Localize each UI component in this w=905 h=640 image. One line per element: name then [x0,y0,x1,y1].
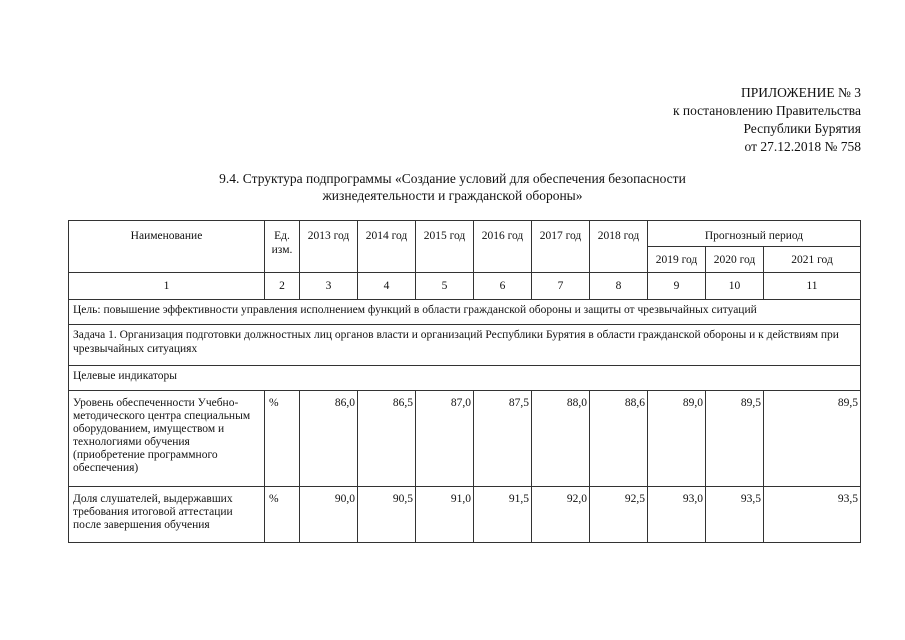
appendix-resolution: к постановлению Правительства [672,103,861,118]
indicator-value: 89,5 [706,391,764,487]
indicator-value: 92,5 [590,487,648,543]
column-number-row [69,273,861,300]
indicator-value: 92,0 [532,487,590,543]
indicators-label: Целевые индикаторы [69,366,861,391]
header-year-2016: 2016 год [474,221,532,273]
indicator-value: 88,0 [532,391,590,487]
indicator-name: Доля слушателей, выдержавших требования итоговой аттестации после завершения обучения [69,487,265,543]
header-unit: Ед. изм. [265,221,300,273]
appendix-number: ПРИЛОЖЕНИЕ № 3 [740,85,861,100]
appendix-date: от 27.12.2018 № 758 [744,139,861,154]
indicator-value: 93,5 [764,487,861,543]
indicator-value: 86,5 [358,391,416,487]
indicator-unit: % [265,487,300,543]
header-year-2014: 2014 год [358,221,416,273]
column-number: 3 [300,273,358,300]
goal-row [69,300,861,325]
document-title [0,170,905,204]
goal-text: Цель: повышение эффективности управления исполнением функций в области гражданской обороны и защиты от чрезвычайных ситуаций [69,300,861,325]
appendix-republic: Республики Бурятия [743,121,861,136]
table-row [69,487,861,543]
column-number: 7 [532,273,590,300]
indicator-value: 90,0 [300,487,358,543]
header-name: Наименование [69,221,265,273]
column-number: 5 [416,273,474,300]
indicator-unit: % [265,391,300,487]
indicator-value: 87,0 [416,391,474,487]
indicator-value: 88,6 [590,391,648,487]
indicator-value: 89,5 [764,391,861,487]
header-year-2019: 2019 год [648,247,706,273]
column-number: 9 [648,273,706,300]
indicator-value: 91,0 [416,487,474,543]
indicator-value: 91,5 [474,487,532,543]
column-number: 2 [265,273,300,300]
header-year-2015: 2015 год [416,221,474,273]
task-text: Задача 1. Организация подготовки должностных лиц органов власти и организаций Республики Бурятия в области гражданской обороны и к действиям при чрезвычайных ситуациях [69,325,861,366]
title-line-1: 9.4. Структура подпрограммы «Создание условий для обеспечения безопасности [219,171,686,186]
column-number: 8 [590,273,648,300]
column-number: 10 [706,273,764,300]
indicator-name: Уровень обеспеченности Учебно-методического центра специальным оборудованием, имуществом и технологиями обучения (приобретение программного обеспечения) [69,391,265,487]
column-number: 6 [474,273,532,300]
indicator-value: 93,5 [706,487,764,543]
header-year-2013: 2013 год [300,221,358,273]
header-year-2020: 2020 год [706,247,764,273]
column-number: 4 [358,273,416,300]
subprogram-structure-table [68,220,861,543]
column-number: 1 [69,273,265,300]
table-row [69,391,861,487]
header-year-2017: 2017 год [532,221,590,273]
header-forecast-period: Прогнозный период [648,221,861,247]
indicator-value: 87,5 [474,391,532,487]
appendix-header [673,84,861,156]
column-number: 11 [764,273,861,300]
header-year-2018: 2018 год [590,221,648,273]
indicators-row [69,366,861,391]
indicator-value: 93,0 [648,487,706,543]
task-row [69,325,861,366]
indicator-value: 89,0 [648,391,706,487]
indicator-value: 86,0 [300,391,358,487]
indicator-value: 90,5 [358,487,416,543]
title-line-2: жизнедеятельности и гражданской обороны» [322,188,583,203]
header-year-2021: 2021 год [764,247,861,273]
